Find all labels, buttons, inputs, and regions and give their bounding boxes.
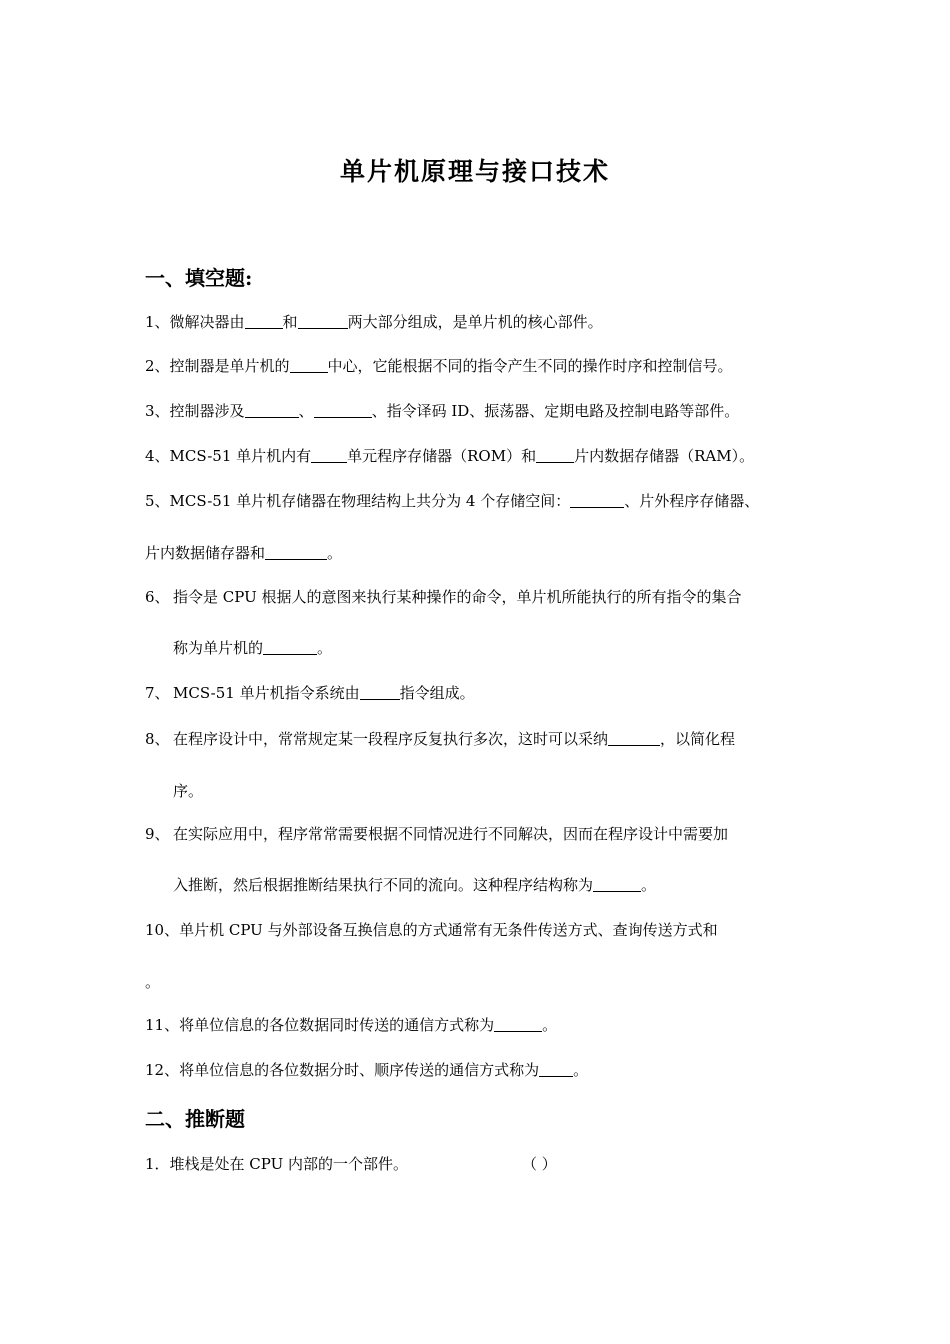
question-1: [145, 312, 603, 332]
question-text: 12、将单位信息的各位数据分时、顺序传送的通信方式称为: [145, 1061, 540, 1079]
answer-blank: [245, 402, 299, 418]
question-2: [145, 356, 733, 376]
question-text: 、指令译码 ID、振荡器、定期电路及控制电路等部件。: [371, 402, 740, 420]
question-text: 。: [327, 544, 343, 562]
question-text: 、片外程序存储器、: [624, 492, 760, 510]
question-text: 。: [317, 639, 333, 657]
question-text: 片内数据储存器和: [145, 544, 266, 562]
question-text: 。: [641, 876, 657, 894]
question-number: 9、: [145, 825, 170, 843]
question-9-continued: [173, 875, 656, 895]
question-7: [145, 683, 475, 703]
question-number: 7、: [145, 684, 170, 702]
question-text: 称为单片机的: [173, 639, 264, 657]
question-3: [145, 401, 739, 421]
answer-blank: [265, 544, 327, 560]
question-4: [145, 446, 754, 466]
question-text: 。: [145, 973, 161, 991]
page-title: 单片机原理与接口技术: [339, 157, 610, 186]
answer-blank: [360, 684, 400, 700]
question-text: 10、单片机 CPU 与外部设备互换信息的方式通常有无条件传送方式、查询传送方式和: [145, 921, 718, 939]
question-text: 2、控制器是单片机的: [145, 357, 290, 375]
question-text: 片内数据存储器（RAM）。: [574, 447, 755, 465]
answer-blank: [539, 1061, 573, 1077]
question-text: 4、MCS-51 单片机内有: [145, 447, 312, 465]
question-text: 3、控制器涉及: [145, 402, 245, 420]
question-text: 、: [298, 402, 314, 420]
question-text: 在程序设计中，常常规定某一段程序反复执行多次，这时可以采纳: [173, 730, 609, 748]
question-text: 。: [542, 1016, 558, 1034]
question-text: 序。: [173, 782, 204, 800]
tf-question-1: [145, 1154, 408, 1174]
question-text: 单元程序存储器（ROM）和: [347, 447, 537, 465]
answer-blank: [298, 313, 348, 329]
question-5-continued: [145, 543, 342, 563]
question-text: 入推断，然后根据推断结果执行不同的流向。这种程序结构称为: [173, 876, 594, 894]
question-10: [145, 920, 718, 940]
question-number: 8、: [145, 730, 170, 748]
question-text: 1．堆栈是处在 CPU 内部的一个部件。: [145, 1155, 409, 1173]
answer-blank: [245, 313, 283, 329]
question-5: [145, 491, 759, 511]
question-9: [145, 824, 728, 844]
answer-parentheses: （ ）: [522, 1155, 557, 1173]
section-heading-fill-blank: 一、填空题:: [145, 266, 253, 290]
answer-blank: [536, 447, 574, 463]
answer-blank: [570, 492, 624, 508]
answer-blank: [314, 402, 372, 418]
question-text: 11、将单位信息的各位数据同时传送的通信方式称为: [145, 1016, 495, 1034]
answer-blank: [311, 447, 347, 463]
answer-blank: [290, 357, 328, 373]
question-text: MCS-51 单片机指令系统由: [173, 684, 360, 702]
question-6: [145, 587, 742, 607]
question-text: 在实际应用中，程序常常需要根据不同情况进行不同解决，因而在程序设计中需要加: [173, 825, 729, 843]
question-text: 两大部分组成，是单片机的核心部件。: [347, 313, 603, 331]
answer-blank: [263, 639, 317, 655]
question-text: 。: [573, 1061, 589, 1079]
answer-blank: [608, 730, 660, 746]
question-12: [145, 1060, 588, 1080]
answer-blank: [593, 876, 641, 892]
question-8-continued: [173, 781, 203, 801]
question-number: 6、: [145, 588, 170, 606]
question-8: [145, 729, 735, 749]
question-10-continued: [145, 972, 160, 992]
section-heading-true-false: 二、推断题: [145, 1107, 245, 1131]
question-6-continued: [173, 638, 332, 658]
question-text: 和: [282, 313, 298, 331]
question-text: ，以简化程: [660, 730, 736, 748]
answer-blank: [494, 1016, 542, 1032]
question-text: 1、微解决器由: [145, 313, 245, 331]
question-11: [145, 1015, 557, 1035]
question-text: 指令是 CPU 根据人的意图来执行某种操作的命令，单片机所能执行的所有指令的集合: [173, 588, 742, 606]
question-text: 指令组成。: [399, 684, 475, 702]
question-text: 中心，它能根据不同的指令产生不同的操作时序和控制信号。: [327, 357, 733, 375]
question-text: 5、MCS-51 单片机存储器在物理结构上共分为 4 个存储空间：: [145, 492, 571, 510]
